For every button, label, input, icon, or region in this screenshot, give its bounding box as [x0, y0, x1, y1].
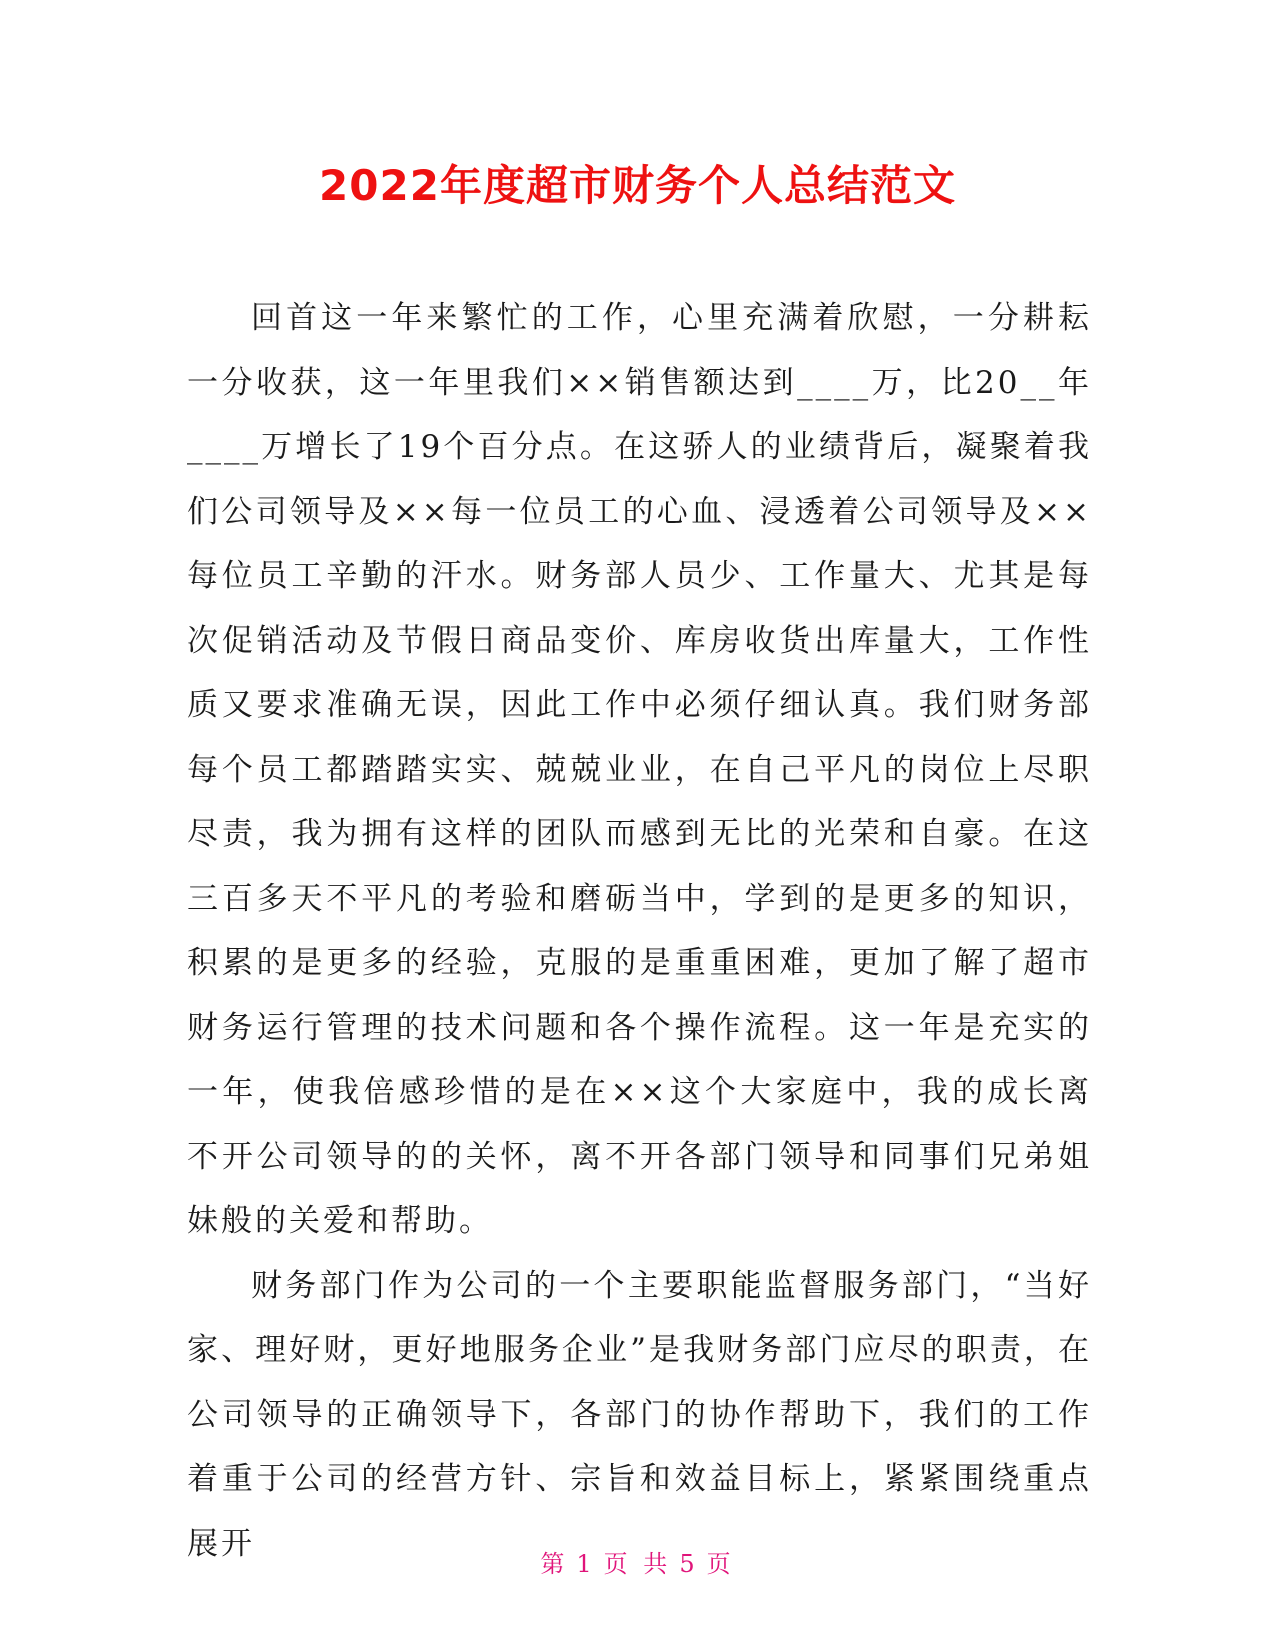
- document-body: [187, 286, 1092, 1576]
- footer-middle: 页 共: [603, 1550, 672, 1578]
- footer-suffix: 页: [706, 1550, 735, 1578]
- document-title: 2022年度超市财务个人总结范文: [319, 161, 956, 210]
- footer-total-pages: 5: [679, 1550, 699, 1578]
- paragraph: 回首这一年来繁忙的工作，心里充满着欣慰，一分耕耘一分收获，这一年里我们××销售额达到____万，比20__年____万增长了19个百分点。在这骄人的业绩背后，凝聚着我们公司领导及××每一位员工的心血、浸透着公司领导及××每位员工辛勤的汗水。财务部人员少、工作量大、尤其是每次促销活动及节假日商品变价、库房收货出库量大，工作性质又要求准确无误，因此工作中必须仔细认真。我们财务部每个员工都踏踏实实、兢兢业业，在自己平凡的岗位上尽职尽责，我为拥有这样的团队而感到无比的光荣和自豪。在这三百多天不平凡的考验和磨砺当中，学到的是更多的知识，积累的是更多的经验，克服的是重重困难，更加了解了超市财务运行管理的技术问题和各个操作流程。这一年是充实的一年，使我倍感珍惜的是在××这个大家庭中，我的成长离不开公司领导的的关怀，离不开各部门领导和同事们兄弟姐妹般的关爱和帮助。: [187, 300, 1092, 1239]
- paragraph: 财务部门作为公司的一个主要职能监督服务部门，“当好家、理好财，更好地服务企业”是我财务部门应尽的职责，在公司领导的正确领导下，各部门的协作帮助下，我们的工作着重于公司的经营方针、宗旨和效益目标上，紧紧围绕重点展开: [187, 1267, 1092, 1562]
- page-footer: [0, 1548, 1275, 1580]
- footer-prefix: 第: [540, 1550, 569, 1578]
- footer-current-page: 1: [576, 1550, 596, 1578]
